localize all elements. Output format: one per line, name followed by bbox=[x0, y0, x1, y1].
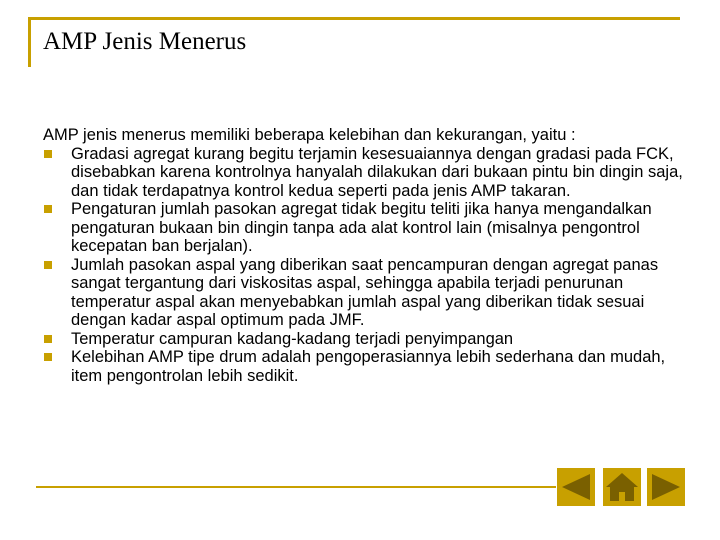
square-bullet-icon bbox=[44, 205, 52, 213]
triangle-left-icon bbox=[557, 468, 595, 506]
square-bullet-icon bbox=[44, 335, 52, 343]
list-item-text: Temperatur campuran kadang-kadang terjadi penyimpangan bbox=[71, 329, 514, 348]
footer-rule bbox=[36, 486, 556, 488]
list-item bbox=[43, 145, 683, 201]
list-item bbox=[43, 348, 683, 385]
home-button[interactable] bbox=[603, 468, 641, 506]
square-bullet-icon bbox=[44, 150, 52, 158]
next-slide-button[interactable] bbox=[647, 468, 685, 506]
square-bullet-icon bbox=[44, 353, 52, 361]
list-item-text: Jumlah pasokan aspal yang diberikan saat pencampuran dengan agregat panas sangat tergantung dari viskositas aspal, sehingga apabila terjadi penurunan temperatur aspal akan menyebabkan jumlah aspal yang diberikan tidak sesuai dengan kadar aspal optimum pada JMF. bbox=[71, 255, 659, 329]
slide-body bbox=[43, 126, 683, 385]
list-item-text: Kelebihan AMP tipe drum adalah pengoperasiannya lebih sederhana dan mudah, item pengontrolan lebih sedikit. bbox=[71, 348, 666, 385]
list-item bbox=[43, 330, 683, 349]
square-bullet-icon bbox=[44, 261, 52, 269]
title-frame-top bbox=[28, 17, 680, 20]
previous-slide-button[interactable] bbox=[557, 468, 595, 506]
slide-title: AMP Jenis Menerus bbox=[43, 28, 247, 55]
bullet-list bbox=[43, 145, 683, 386]
list-item-text: Gradasi agregat kurang begitu terjamin kesesuaiannya dengan gradasi pada FCK, disebabkan karena kontrolnya hanyalah dilakukan dari bukaan pintu bin dingin saja, dan tidak terdapatnya kontrol kedua seperti pada jenis AMP takaran. bbox=[71, 144, 683, 200]
intro-text: AMP jenis menerus memiliki beberapa kelebihan dan kekurangan, yaitu : bbox=[43, 126, 576, 144]
home-icon bbox=[603, 468, 641, 506]
list-item bbox=[43, 256, 683, 330]
triangle-right-icon bbox=[647, 468, 685, 506]
title-frame-left bbox=[28, 17, 31, 67]
list-item-text: Pengaturan jumlah pasokan agregat tidak begitu teliti jika hanya mengandalkan pengaturan bukaan bin dingin tanpa ada alat kontrol lain (misalnya pengontrol kecepatan ban berjalan). bbox=[71, 200, 652, 255]
list-item bbox=[43, 200, 683, 256]
